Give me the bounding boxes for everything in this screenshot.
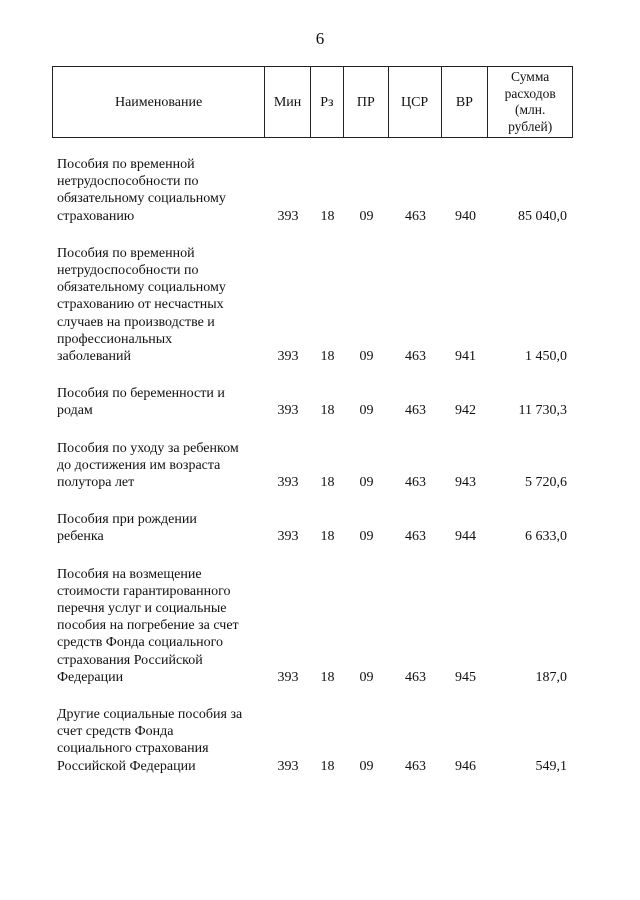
row-sum: 1 450,0 bbox=[525, 349, 567, 365]
row-rz: 18 bbox=[320, 349, 335, 365]
row-vr: 942 bbox=[455, 403, 476, 419]
row-sum: 6 633,0 bbox=[525, 529, 567, 545]
header-csr: ЦСР bbox=[389, 67, 442, 137]
row-name: Другие социальные пособия за счет средств Фонда социального страхования Российской Федерации bbox=[57, 707, 243, 774]
header-vr: ВР bbox=[442, 67, 489, 137]
table-row bbox=[52, 440, 573, 492]
table-row bbox=[52, 385, 573, 419]
table-row bbox=[52, 706, 573, 775]
header-rz: Рз bbox=[311, 67, 344, 137]
row-rz: 18 bbox=[320, 475, 335, 491]
row-name: Пособия по временной нетрудоспособности по обязательному социальному страхованию от несчастных случаев на производстве и профессиональных заболеваний bbox=[57, 245, 226, 365]
table-row bbox=[52, 511, 573, 545]
table-row bbox=[52, 566, 573, 686]
row-rz: 18 bbox=[320, 529, 335, 545]
row-csr: 463 bbox=[405, 208, 426, 224]
row-vr: 943 bbox=[455, 475, 476, 491]
header-sum: Сумма расходов (млн. рублей) bbox=[504, 69, 556, 134]
row-csr: 463 bbox=[405, 475, 426, 491]
row-csr: 463 bbox=[405, 403, 426, 419]
row-sum: 549,1 bbox=[535, 758, 567, 774]
table-row bbox=[52, 156, 573, 225]
row-pr: 09 bbox=[359, 758, 374, 774]
row-pr: 09 bbox=[359, 403, 374, 419]
row-sum: 5 720,6 bbox=[525, 475, 567, 491]
row-name: Пособия на возмещение стоимости гарантированного перечня услуг и социальные пособия на погребение за счет средств Фонда социального страхования Российской Федерации bbox=[57, 566, 239, 685]
row-vr: 946 bbox=[455, 758, 476, 774]
row-pr: 09 bbox=[359, 349, 374, 365]
row-min: 393 bbox=[277, 669, 299, 685]
header-name: Наименование bbox=[53, 67, 265, 137]
row-min: 393 bbox=[277, 475, 299, 491]
row-rz: 18 bbox=[320, 669, 335, 685]
table-header bbox=[52, 66, 573, 138]
table-row bbox=[52, 245, 573, 365]
row-min: 393 bbox=[277, 349, 299, 365]
row-csr: 463 bbox=[405, 349, 426, 365]
row-vr: 944 bbox=[455, 529, 476, 545]
header-min: Мин bbox=[265, 67, 311, 137]
row-min: 393 bbox=[277, 758, 299, 774]
row-pr: 09 bbox=[359, 208, 374, 224]
row-rz: 18 bbox=[320, 208, 335, 224]
row-pr: 09 bbox=[359, 669, 374, 685]
header-pr: ПР bbox=[344, 67, 389, 137]
row-vr: 945 bbox=[455, 669, 476, 685]
row-rz: 18 bbox=[320, 403, 335, 419]
row-rz: 18 bbox=[320, 758, 335, 774]
row-sum: 85 040,0 bbox=[518, 208, 567, 224]
row-name: Пособия по уходу за ребенком до достижения им возраста полутора лет bbox=[57, 440, 239, 491]
row-min: 393 bbox=[277, 403, 299, 419]
row-csr: 463 bbox=[405, 669, 426, 685]
row-pr: 09 bbox=[359, 475, 374, 491]
row-sum: 187,0 bbox=[535, 669, 567, 685]
row-pr: 09 bbox=[359, 529, 374, 545]
row-min: 393 bbox=[277, 529, 299, 545]
row-sum: 11 730,3 bbox=[518, 403, 567, 419]
page-number: 6 bbox=[315, 29, 325, 48]
row-csr: 463 bbox=[405, 529, 426, 545]
row-name: Пособия по временной нетрудоспособности по обязательному социальному страхованию bbox=[57, 157, 226, 224]
row-vr: 940 bbox=[455, 208, 476, 224]
row-vr: 941 bbox=[455, 349, 476, 365]
row-name: Пособия при рождении ребенка bbox=[57, 512, 197, 545]
row-name: Пособия по беременности и родам bbox=[57, 386, 225, 419]
table-body bbox=[52, 156, 573, 775]
row-min: 393 bbox=[277, 208, 299, 224]
row-csr: 463 bbox=[405, 758, 426, 774]
